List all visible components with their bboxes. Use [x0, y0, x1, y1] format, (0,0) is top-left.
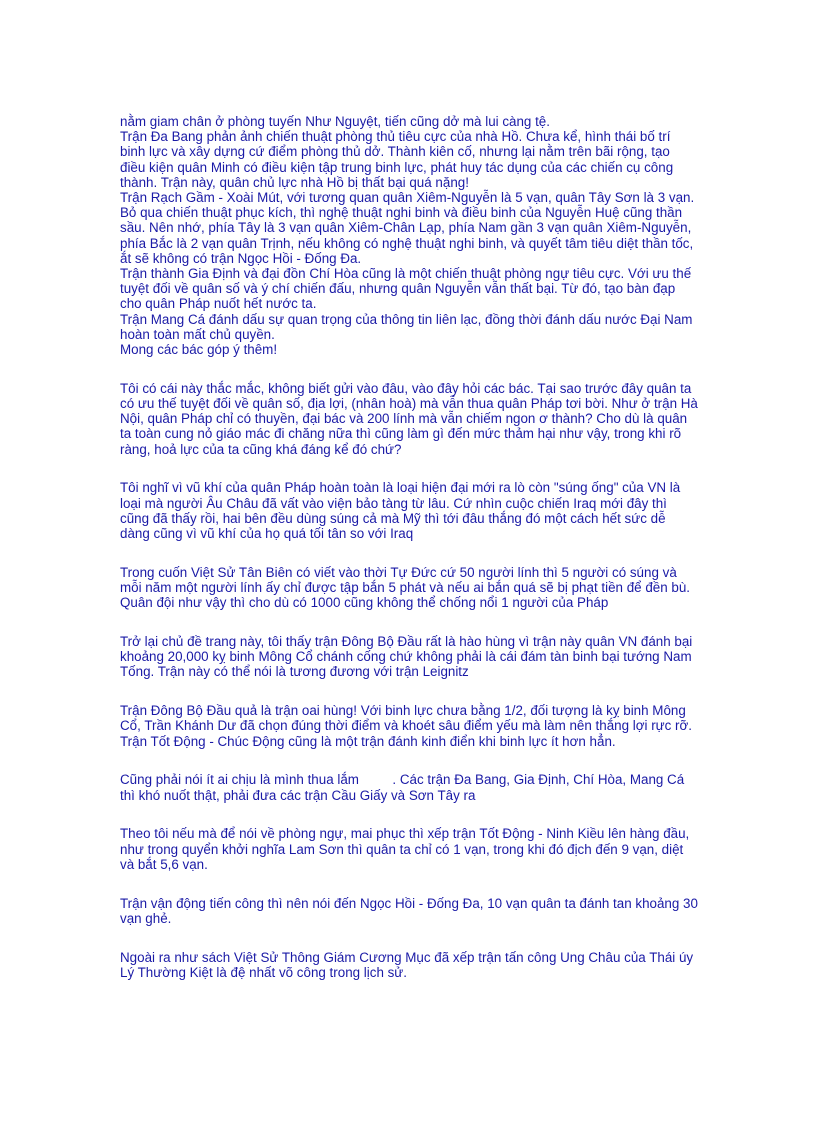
text-line: Tôi có cái này thắc mắc, không biết gửi vào đâu, vào đây hỏi các bác. Tại sao trước đây quân ta: [120, 380, 692, 396]
text-line: Trận vận động tiến công thì nên nói đến Ngọc Hồi - Đống Đa, 10 vạn quân ta đánh tan khoảng 30: [120, 895, 698, 911]
paragraph-dong-bo-dau: [120, 634, 700, 680]
text-line: Mong các bác góp ý thêm!: [120, 342, 278, 358]
text-line: sầu. Nên nhớ, phía Tây là 3 vạn quân Xiêm-Chân Lạp, phía Nam gần 3 vạn quân Xiêm-Nguyễn,: [120, 220, 692, 236]
text-line: ta toàn cung nỏ giáo mác đi chăng nữa thì cũng làm gì đến mức thảm hại như vậy, trong khi rõ: [120, 426, 682, 442]
text-line: vạn ghẻ.: [120, 910, 172, 926]
text-line: khoảng 20,000 kỵ binh Mông Cổ chánh cống chứ không phải là cái đám tàn binh bại tướng Nam: [120, 649, 692, 665]
text-line: cũng đã thấy rồi, hai bên đều dùng súng cả mà Mỹ thì tới đâu thắng đó một cách hết sức dễ: [120, 510, 666, 526]
text-line: nằm giam chân ở phòng tuyến Như Nguyệt, tiến cũng dở mà lui càng tệ.: [120, 114, 550, 129]
paragraph-viet-su-tan-bien: [120, 565, 700, 611]
text-line: như trong quyển khởi nghĩa Lam Sơn thì quân ta chỉ có 1 vạn, trong khi đó địch đến 9 vạn, diệt: [120, 841, 684, 857]
text-line: tuyệt đối về quân số và ý chí chiến đấu, nhưng quân Nguyễn vẫn thất bại. Từ đó, tạo bàn đạp: [120, 281, 676, 297]
text-line: Trận Rạch Gầm - Xoài Mút, với tương quan quân Xiêm-Nguyễn là 5 vạn, quân Tây Sơn là 3 vạn.: [120, 190, 695, 206]
paragraph-dong-bo-dau-reply: [120, 703, 700, 749]
paragraph-ly-thuong-kiet: [120, 950, 700, 980]
text-line: phía Bắc là 2 vạn quân Trịnh, nếu không có nghệ thuật nghi binh, và quyết tâm tiêu diệt thần tốc,: [120, 235, 694, 251]
text-line: dàng cũng vì vũ khí của họ quá tối tân so với Iraq: [120, 526, 414, 542]
paragraph-weapons: [120, 480, 700, 541]
text-line: Trận thành Gia Định và đại đồn Chí Hòa cũng là một chiến thuật phòng ngự tiêu cực. Với ưu thế: [120, 266, 692, 282]
text-line: mỗi năm một người lính ấy chỉ được tập bắn 5 phát và nếu ai bắn quá sẽ bị phạt tiền để đền bù.: [120, 580, 690, 596]
text-line: Cũng phải nói ít ai chịu là mình thua lắm . Các trận Đa Bang, Gia Định, Chí Hòa, Mang Cá: [120, 772, 685, 788]
text-line: Nội, quân Pháp chỉ có thuyền, đại bác và 200 lính mà vẫn chiếm ngon ơ thành? Cho dù là quân: [120, 411, 688, 427]
text-line: loại mà người Âu Châu đã vất vào viện bảo tàng từ lâu. Cứ nhìn cuộc chiến Iraq mới đây thì: [120, 495, 667, 511]
text-line: binh lực và xây dựng cứ điểm phòng thủ dở. Thành kiên cố, nhưng lại nằm trên bãi rộng, tạo: [120, 144, 670, 160]
paragraph-losses: [120, 772, 700, 802]
text-line: Tôi nghĩ vì vũ khí của quân Pháp hoàn toàn là loại hiện đại mới ra lò còn "súng ống" của VN là: [120, 480, 681, 496]
text-line: thành. Trận này, quân chủ lực nhà Hồ bị thất bại quá nặng!: [120, 174, 469, 190]
text-line: Ngoài ra như sách Việt Sử Thông Giám Cương Mục đã xếp trận tấn công Ung Châu của Thái úy: [120, 949, 694, 965]
paragraph-battle-analysis: [120, 114, 700, 357]
paragraph-defense: [120, 826, 700, 872]
text-line: Theo tôi nếu mà để nói về phòng ngự, mai phục thì xếp trận Tốt Động - Ninh Kiều lên hàng đầu,: [120, 826, 690, 842]
text-line: hoàn toàn mất chủ quyền.: [120, 326, 275, 342]
text-line: có ưu thế tuyệt đối về quân số, địa lợi, (nhân hoà) mà vẫn thua quân Pháp tơi bời. Như ở trận Hà: [120, 396, 698, 412]
text-line: Quân đội như vậy thì cho dù có 1000 cũng không thể chống nổi 1 người của Pháp: [120, 595, 609, 611]
text-line: ràng, hoả lực của ta cũng khá đáng kể đó chứ?: [120, 441, 402, 457]
text-line: Cổ, Trần Khánh Dư đã chọn đúng thời điểm và khoét sâu điểm yếu mà làm nên thắng lợi rực rỡ.: [120, 718, 693, 734]
text-line: Trong cuốn Việt Sử Tân Biên có viết vào thời Tự Đức cứ 50 người lính thì 5 người có súng và: [120, 564, 677, 580]
text-line: Trận Mang Cá đánh dấu sự quan trọng của thông tin liên lạc, đồng thời đánh dấu nước Đại Nam: [120, 311, 693, 327]
text-line: Lý Thường Kiệt là đệ nhất võ công trong lịch sử.: [120, 964, 407, 980]
text-line: cho quân Pháp nuốt hết nước ta.: [120, 296, 317, 312]
text-line: Trận Đông Bộ Đầu quả là trận oai hùng! Với binh lực chưa bằng 1/2, đối tượng là kỵ binh Mông: [120, 703, 686, 719]
text-line: Trận Đa Bang phản ảnh chiến thuật phòng thủ tiêu cực của nhà Hồ. Chưa kể, hình thái bố trí: [120, 129, 671, 145]
text-line: ắt sẽ không có trận Ngọc Hồi - Đống Đa.: [120, 250, 362, 266]
text-line: và bắt 5,6 vạn.: [120, 856, 208, 872]
text-line: Tống. Trận này có thể nói là tương đương với trận Leignitz: [120, 664, 469, 680]
text-line: thì khó nuốt thật, phải đưa các trận Cầu Giấy và Sơn Tây ra: [120, 787, 476, 803]
text-line: Trở lại chủ đề trang này, tôi thấy trận Đông Bộ Đầu rất là hào hùng vì trận này quân VN đánh bại: [120, 634, 693, 650]
paragraph-question: [120, 381, 700, 457]
text-line: Bỏ qua chiến thuật phục kích, thì nghệ thuật nghi binh và điều binh của Nguyễn Huệ cũng thần: [120, 205, 683, 221]
paragraph-offense: [120, 896, 700, 926]
text-line: điều kiện quân Minh có điều kiện tập trung binh lực, phát huy tác dụng của các chiến cụ công: [120, 159, 674, 175]
document-body: [120, 114, 700, 1004]
text-line: Trận Tốt Động - Chúc Động cũng là một trận đánh kinh điển khi binh lực ít hơn hẳn.: [120, 733, 616, 749]
